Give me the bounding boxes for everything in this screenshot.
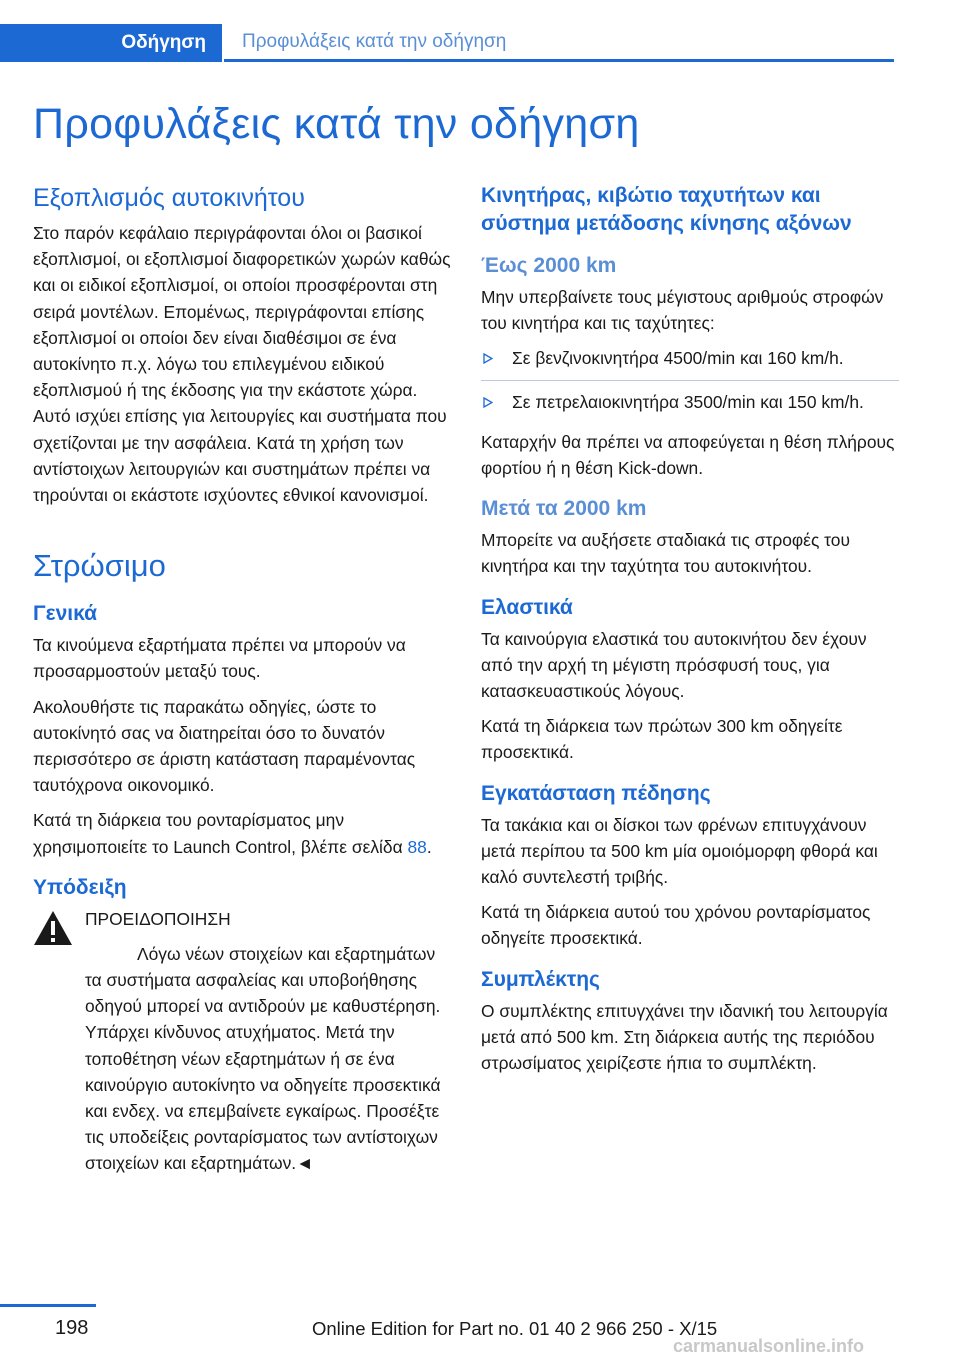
header-bar [0, 0, 960, 62]
edition-text: Online Edition for Part no. 01 40 2 966 250 - X/15 [312, 1318, 718, 1339]
end-mark-icon: ◄ [296, 1153, 314, 1174]
brakes-heading: Εγκατάσταση πέδησης [481, 781, 711, 805]
watermark: carmanualsonline.info [673, 1336, 865, 1356]
warning-text [85, 941, 451, 1177]
list-item [481, 345, 899, 380]
brakes-text-2: Κατά τη διάρκεια αυτού του χρόνου ρονταρίσματος οδηγείτε προσεκτικά. [481, 902, 871, 949]
warning-triangle-icon [33, 910, 73, 946]
right-column [481, 182, 899, 1085]
list-item-text: Σε πετρελαιοκινητήρα 3500/min και 150 km/h. [512, 391, 864, 412]
tab-driving-precautions[interactable]: Προφυλάξεις κατά την οδήγηση [224, 24, 894, 62]
kickdown-text: Καταρχήν θα πρέπει να αποφεύγεται η θέση πλήρους φορτίου ή η θέση Kick-down. [481, 431, 895, 479]
equipment-heading: Εξοπλισμός αυτοκινήτου [33, 184, 305, 212]
clutch-text: Ο συμπλέκτης επιτυγχάνει την ιδανική του λειτουργία μετά από 500 km. Στη διάρκεια αυτής της περιόδου στρωσίματος χειρίζεστε ήπια το συμπλέκτη. [481, 1000, 888, 1074]
tires-text-1: Τα καινούργια ελαστικά του αυτοκινήτου δεν έχουν από την αρχή τη μέγιστη πρόσφυσή τους, για κατασκευαστικούς λόγους. [481, 628, 867, 702]
left-column [33, 182, 451, 1186]
after-2000-heading: Μετά τα 2000 km [481, 497, 647, 521]
upto-2000-heading: Έως 2000 km [481, 254, 617, 277]
page-number: 198 [55, 1317, 89, 1339]
breakin-heading: Στρώσιμο [33, 548, 166, 584]
launch-control-text-end: . [426, 836, 432, 857]
equipment-text: Στο παρόν κεφάλαιο περιγράφονται όλοι οι βασικοί εξοπλισμοί, οι εξοπλισμοί διαφορετικών χωρών καθώς και οι ειδικοί εξοπλισμοί, οι οποίοι προσφέρονται στη σειρά μοντέλων. Επομένως, περιγράφονται επίσης εξοπλισμοί οι οποίοι δεν είναι διαθέσιμοι σε ένα αυτοκίνητο π.χ. λόγω του επιλεγμένου ειδικού εξοπλισμού ή της έκδοσης για την εκάστοτε χώρα. Αυτό ισχύει επίσης για λειτουργίες και συστήματα που σχετίζονται με την ασφάλεια. Κατά τη χρήση των αντίστοιχων λειτουργιών και συστημάτων πρέπει να τηρούνται οι εκάστοτε ισχύοντες εθνικοί κανονισμοί. [33, 223, 451, 506]
general-text-3 [33, 807, 451, 859]
triangle-bullet-icon [483, 397, 493, 408]
launch-control-text: Κατά τη διάρκεια του ρονταρίσματος μην χρησιμοποιείτε το Launch Control, βλέπε σελίδα [33, 810, 408, 857]
list-item-text: Σε βενζινοκινητήρα 4500/min και 160 km/h. [512, 348, 844, 369]
tab-driving[interactable]: Οδήγηση [0, 24, 222, 62]
engine-heading: Κινητήρας, κιβώτιο ταχυτήτων και σύστημα μετάδοσης κίνησης αξόνων [481, 184, 852, 235]
general-text-1: Τα κινούμενα εξαρτήματα πρέπει να μπορούν να προσαρμοστούν μεταξύ τους. [33, 635, 406, 682]
triangle-bullet-icon [483, 353, 493, 364]
warning-block [33, 906, 451, 1177]
general-heading: Γενικά [33, 602, 98, 626]
footer-divider [0, 1304, 96, 1307]
upto-2000-text: Μην υπερβαίνετε τους μέγιστους αριθμούς στροφών του κινητήρα και τις ταχύτητες: [481, 287, 884, 334]
page-title: Προφυλάξεις κατά την οδήγηση [33, 100, 640, 148]
page-link-88[interactable]: 88 [407, 836, 427, 857]
warning-title: ΠΡΟΕΙΔΟΠΟΙΗΣΗ [85, 908, 231, 929]
clutch-heading: Συμπλέκτης [481, 967, 600, 991]
note-heading: Υπόδειξη [33, 875, 127, 899]
rpm-list [481, 345, 899, 422]
brakes-text-1: Τα τακάκια και οι δίσκοι των φρένων επιτυγχάνουν μετά περίπου τα 500 km μία ομοιόμορφη φθορά και καλό συντελεστή τριβής. [481, 814, 878, 888]
tires-heading: Ελαστικά [481, 595, 573, 619]
after-2000-text: Μπορείτε να αυξήσετε σταδιακά τις στροφές του κινητήρα και την ταχύτητα του αυτοκινήτου. [481, 530, 850, 577]
list-item [481, 389, 899, 423]
general-text-2: Ακολουθήστε τις παρακάτω οδηγίες, ώστε το αυτοκίνητό σας να διατηρείται όσο το δυνατόν περισσότερο σε άριστη κατάσταση παραμένοντας ταυτόχρονα οικονομικό. [33, 696, 416, 796]
warning-body: Λόγω νέων στοιχείων και εξαρτημάτων τα συστήματα ασφαλείας και υποβοήθησης οδηγού μπορεί να αντιδρούν με καθυστέρηση. Υπάρχει κίνδυνος ατυχήματος. Μετά την τοποθέτηση νέων εξαρτημάτων ή σε ένα καινούργιο αυτοκίνητο να οδηγείτε προσεκτικά και ενδεχ. να επεμβαίνετε εγκαίρως. Προσέξτε τις υποδείξεις ρονταρίσματος των αντίστοιχων στοιχείων και εξαρτημάτων. [85, 943, 441, 1174]
tires-text-2: Κατά τη διάρκεια των πρώτων 300 km οδηγείτε προσεκτικά. [481, 716, 843, 763]
